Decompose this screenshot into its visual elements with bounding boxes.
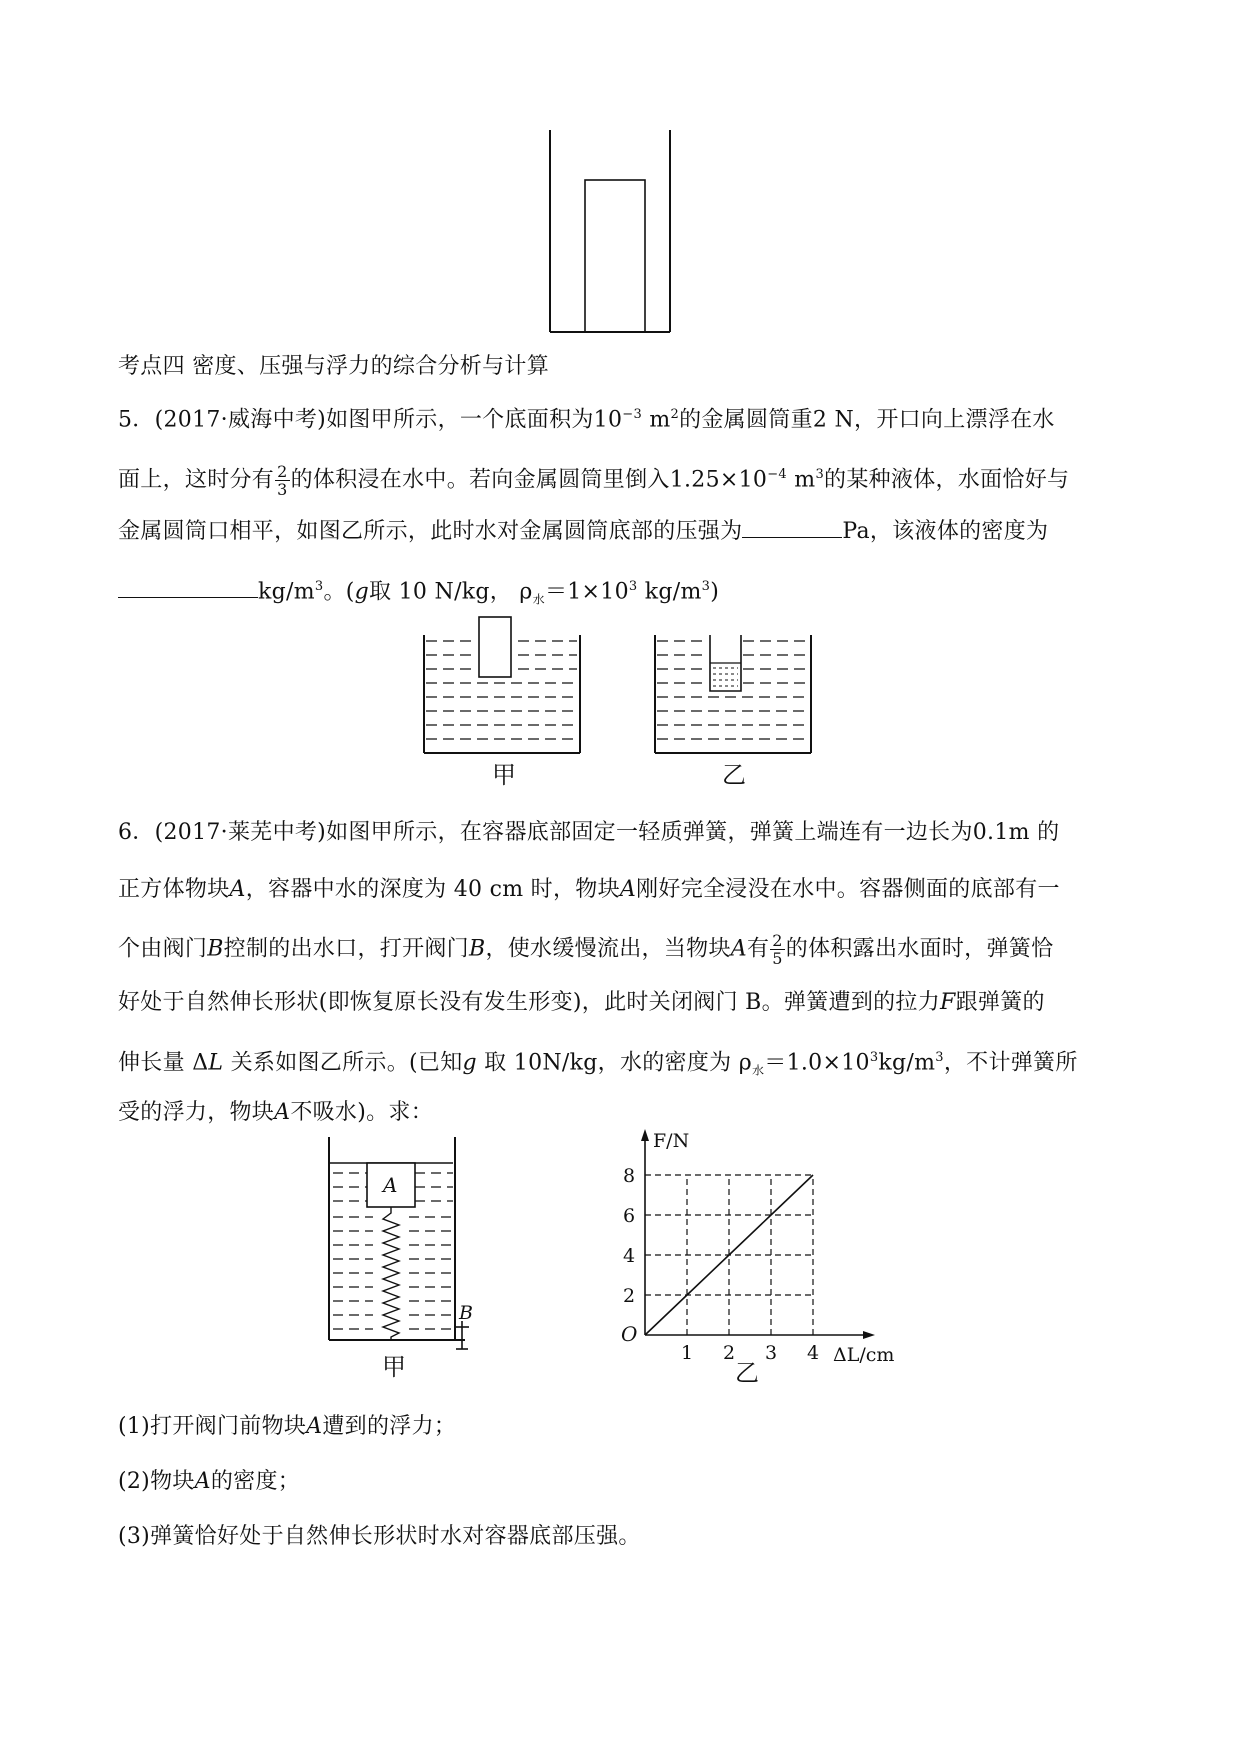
fraction-two-thirds: $\frac{2}{3}$ xyxy=(277,461,288,499)
q5-label-jia: 甲 xyxy=(492,761,517,789)
answer-blank-pressure[interactable] xyxy=(742,517,842,538)
x-tick-label: 2 xyxy=(723,1342,736,1364)
x-tick-label: 4 xyxy=(807,1342,820,1364)
top-container-figure xyxy=(540,125,680,335)
q5-figure-yi xyxy=(653,625,813,760)
q5-line-3: 金属圆筒口相平，如图乙所示，此时水对金属圆筒底部的压强为 Pa，该液体的密度为 xyxy=(118,519,1049,544)
q5-figure-jia xyxy=(422,625,582,760)
x-axis-arrow-icon xyxy=(863,1331,875,1339)
y-tick-label: 2 xyxy=(623,1285,636,1307)
q5-label-yi: 乙 xyxy=(722,761,747,789)
y-tick-label: 6 xyxy=(623,1205,636,1227)
q6-label-yi: 乙 xyxy=(735,1359,760,1387)
q6-line-6: 受的浮力，物块A不吸水)。求： xyxy=(118,1100,433,1125)
q6-sub-question-2: (2)物块A的密度； xyxy=(118,1469,301,1494)
x-axis-label: ΔL/cm xyxy=(833,1344,895,1366)
y-tick-label: 4 xyxy=(623,1245,636,1267)
answer-blank-density[interactable] xyxy=(118,577,258,598)
section-heading: 考点四 密度、压强与浮力的综合分析与计算 xyxy=(118,354,549,379)
y-tick-label: 8 xyxy=(623,1165,636,1187)
y-axis-label: F/N xyxy=(653,1130,690,1152)
q6-label-jia: 甲 xyxy=(382,1353,407,1381)
q6-line-3: 个由阀门B控制的出水口，打开阀门B，使水缓慢流出，当物块A有 $\frac{2}{5}$ 的体积露出水面时，弹簧恰 xyxy=(118,931,1054,968)
q6-line-2: 正方体物块A，容器中水的深度为 40 cm 时，物块A刚好完全浸没在水中。容器侧面的底部有一 xyxy=(118,877,1060,902)
q5-line-4: $kg/m^3$。(g取 10 N/kg， $\rho_水=1\times 10^3$ $kg/m^3$) xyxy=(118,572,719,615)
chart-axes xyxy=(641,1129,875,1339)
q6-sub-question-3: (3)弹簧恰好处于自然伸长形状时水对容器底部压强。 xyxy=(118,1524,641,1549)
q6-fig-label-b: B xyxy=(459,1302,473,1324)
q6-line-4: 好处于自然伸长形状(即恢复原长没有发生形变)，此时关闭阀门 B。弹簧遭到的拉力F跟弹簧的 xyxy=(118,990,1045,1015)
q6-line-5: 伸长量 ΔL 关系如图乙所示。(已知g 取 10N/kg，水的密度为 $\rho_水=1.0\times 10^3kg/m^3$，不计弹簧所 xyxy=(118,1050,1078,1078)
chart-labels xyxy=(621,1130,894,1366)
q6-chart xyxy=(615,1125,915,1370)
q6-figure-jia xyxy=(325,1135,500,1360)
y-axis-arrow-icon xyxy=(641,1129,649,1141)
x-tick-label: 1 xyxy=(681,1342,694,1364)
q6-fig-label-a: A xyxy=(383,1173,398,1197)
q6-line-1: 6．(2017·莱芜中考)如图甲所示，在容器底部固定一轻质弹簧，弹簧上端连有一边长为0.1m 的 xyxy=(118,820,1060,845)
q5-line-2: 面上，这时分有 $\frac{2}{3}$ 的体积浸在水中。若向金属圆筒里倒入$1.25\times 10^{-4}$ $m^3$的某种液体，水面恰好与 xyxy=(118,461,1070,499)
q5-line-1: 5．(2017·威海中考)如图甲所示，一个底面积为$10^{-3}$ $m^2$的金属圆筒重2 N，开口向上漂浮在水 xyxy=(118,407,1055,433)
q6-sub-question-1: (1)打开阀门前物块A遭到的浮力； xyxy=(118,1414,457,1439)
x-tick-label: 3 xyxy=(765,1342,778,1364)
fraction-two-fifths: $\frac{2}{5}$ xyxy=(772,931,783,968)
origin-label: O xyxy=(621,1322,638,1346)
